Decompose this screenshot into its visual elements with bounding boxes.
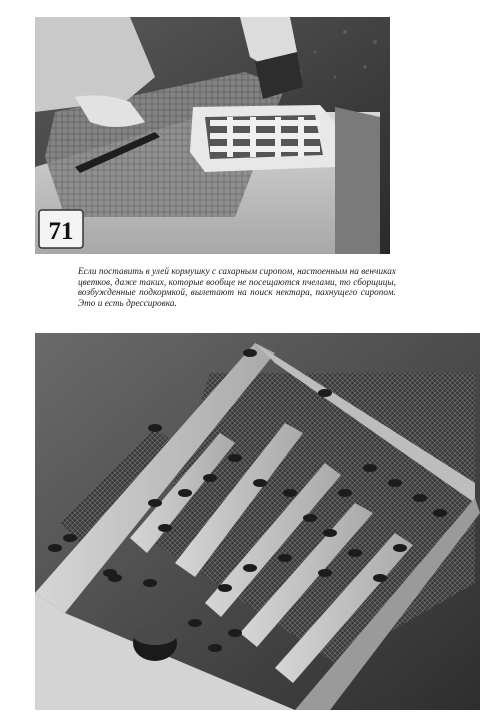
- figure-caption: Если поставить в улей кормушку с сахарным сиропом, настоенным на венчиках цветков, даже таких, которые вообще не посещаются пчелами, то сборщицы, возбужденные подкормкой, вылетают на поиск нектара, пахнущего сиропом. Это и есть дрессировка.: [78, 266, 396, 308]
- top-photograph: [35, 17, 390, 254]
- top-photograph-illustration: [35, 17, 390, 254]
- plate-number: 71: [48, 218, 74, 245]
- bottom-photograph-illustration: [35, 333, 480, 710]
- bottom-photograph: [35, 333, 480, 710]
